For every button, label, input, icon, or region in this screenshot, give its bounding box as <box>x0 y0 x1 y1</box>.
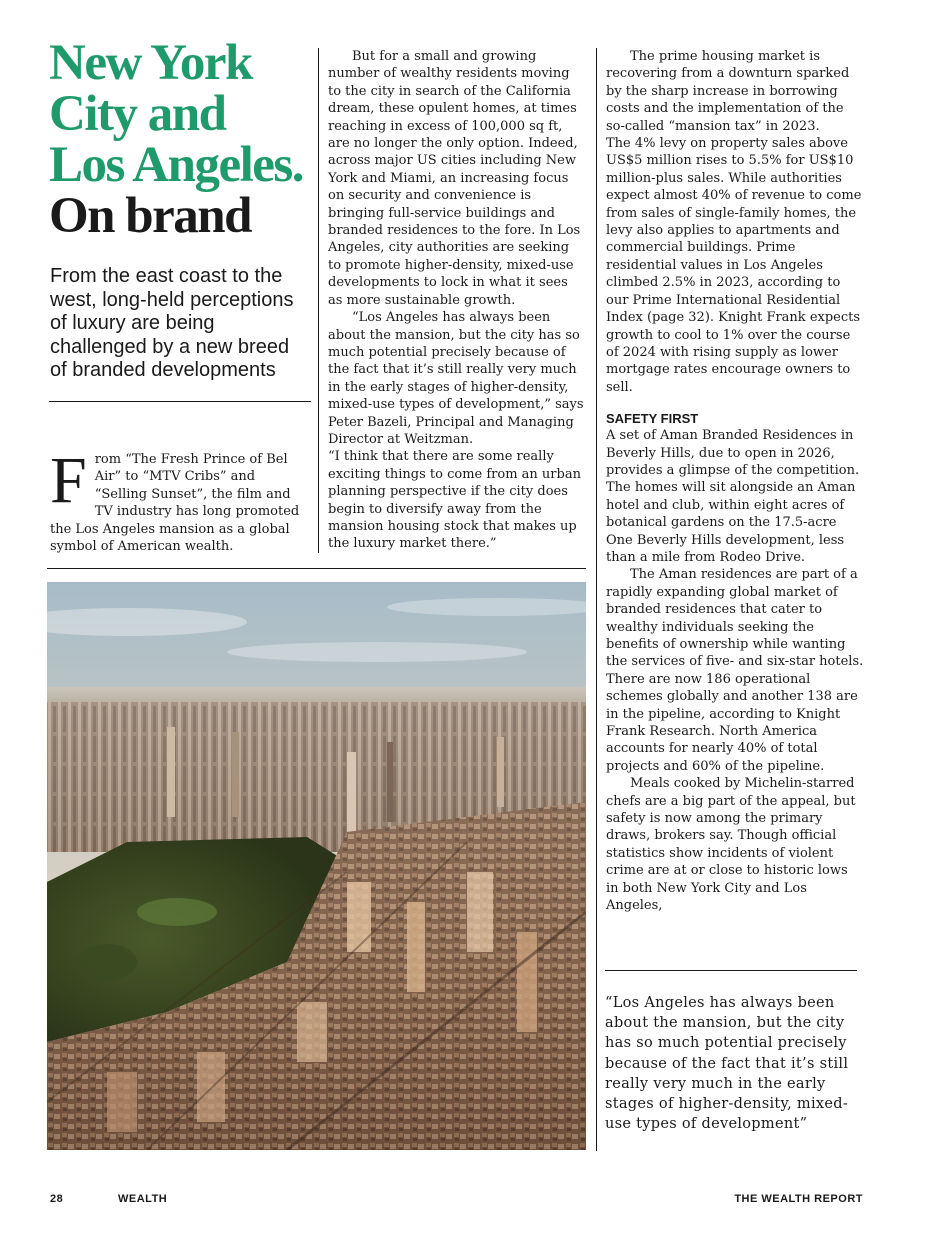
col3-paragraph-4: The Aman residences are part of a rapidly expanding global market of branded residences that cater to wealthy individuals seeking the benefits of ownership while wanting the services of five- and six-star hotels. There are now 186 operational schemes globally and another 138 are in the pipeline, according to Knight Frank Research. North America accounts for nearly 40% of total projects and 60% of the pipeline. <box>606 567 864 774</box>
headline-line-2: City and <box>49 86 226 142</box>
col3-paragraph-3: A set of Aman Branded Residences in Beverly Hills, due to open in 2026, provides a glimpse of the competition. The homes will sit alongside an Aman hotel and club, within eight acres of botanical gardens on the 17.5-acre One Beverly Hills development, less than a mile from Rodeo Drive. <box>606 428 860 565</box>
column-2 <box>328 48 586 553</box>
col2-paragraph-1: But for a small and growing number of wealthy residents moving to the city in search of the California dream, these opulent homes, at times reaching in excess of 100,000 sq ft, are no longer the only option. Indeed, across major US cities including New York and Miami, an increasing focus on security and convenience is bringing full-service buildings and branded residences to the fore. In Los Angeles, city authorities are seeking to promote higher-density, mixed-use developments to lock in what it sees as more sustainable growth. <box>328 49 581 308</box>
standfirst: From the east coast to the west, long-held perceptions of luxury are being challenged by a new breed of branded developments <box>50 265 294 381</box>
col2-paragraph-3: “I think that there are some really exciting things to come from an urban planning perspective if the city does begin to diversify away from the mansion housing stock that makes up the luxury market there.” <box>328 449 581 552</box>
section-label: WEALTH <box>118 1193 168 1205</box>
column-3 <box>606 48 864 915</box>
publication-name: THE WEALTH REPORT <box>734 1193 863 1205</box>
intro-paragraph <box>50 444 306 555</box>
headline-line-3: Los Angeles. <box>49 137 304 193</box>
city-illustration <box>47 582 586 1150</box>
col3-paragraph-2: The 4% levy on property sales above US$5 million rises to 5.5% for US$10 million-plus sales. While authorities expect almost 40% of revenue to come from sales of single-family homes, the levy also applies to apartments and commercial buildings. Prime residential values in Los Angeles climbed 2.5% in 2023, according to our Prime International Residential Index (page 32). Knight Frank expects growth to cool to 1% over the course of 2024 with rising supply as lower mortgage rates encourage owners to sell. <box>606 136 862 395</box>
headline-line-4: On brand <box>49 188 252 244</box>
headline-line-1: New York <box>49 35 252 91</box>
intro-text: rom “The Fresh Prince of Bel Air” to “MTV Cribs” and “Selling Sunset”, the film and TV industry has long promoted the Los Angeles mansion as a global symbol of American wealth. <box>50 452 300 555</box>
section-subhead: SAFETY FIRST <box>606 411 699 427</box>
drop-cap: F <box>50 444 87 517</box>
standfirst-divider <box>49 401 311 402</box>
aerial-city-photo <box>47 582 586 1150</box>
column-divider-2 <box>596 48 597 1151</box>
col3-paragraph-1: The prime housing market is recovering from a downturn sparked by the sharp increase in borrowing costs and the implementation of the so-called “mansion tax” in 2023. <box>606 49 850 134</box>
page-number: 28 <box>50 1193 64 1205</box>
col3-paragraph-5: Meals cooked by Michelin-starred chefs are a big part of the appeal, but safety is now among the primary draws, brokers say. Though official statistics show incidents of violent crime are at or close to historic lows in both New York City and Los Angeles, <box>606 776 856 914</box>
pull-quote: “Los Angeles has always been about the mansion, but the city has so much potential precisely because of the fact that it’s still really very much in the early stages of higher-density, mixed-use types of development” <box>605 995 849 1133</box>
col2-paragraph-2: “Los Angeles has always been about the mansion, but the city has so much potential precisely because of the fact that it’s still really very much in the early stages of higher-density, mixed-use types of development,” says Peter Bazeli, Principal and Managing Director at Weitzman. <box>328 310 584 447</box>
page-title <box>49 35 319 244</box>
column-divider-1 <box>318 48 319 553</box>
image-top-divider <box>47 568 586 569</box>
pullquote-divider <box>605 970 857 971</box>
